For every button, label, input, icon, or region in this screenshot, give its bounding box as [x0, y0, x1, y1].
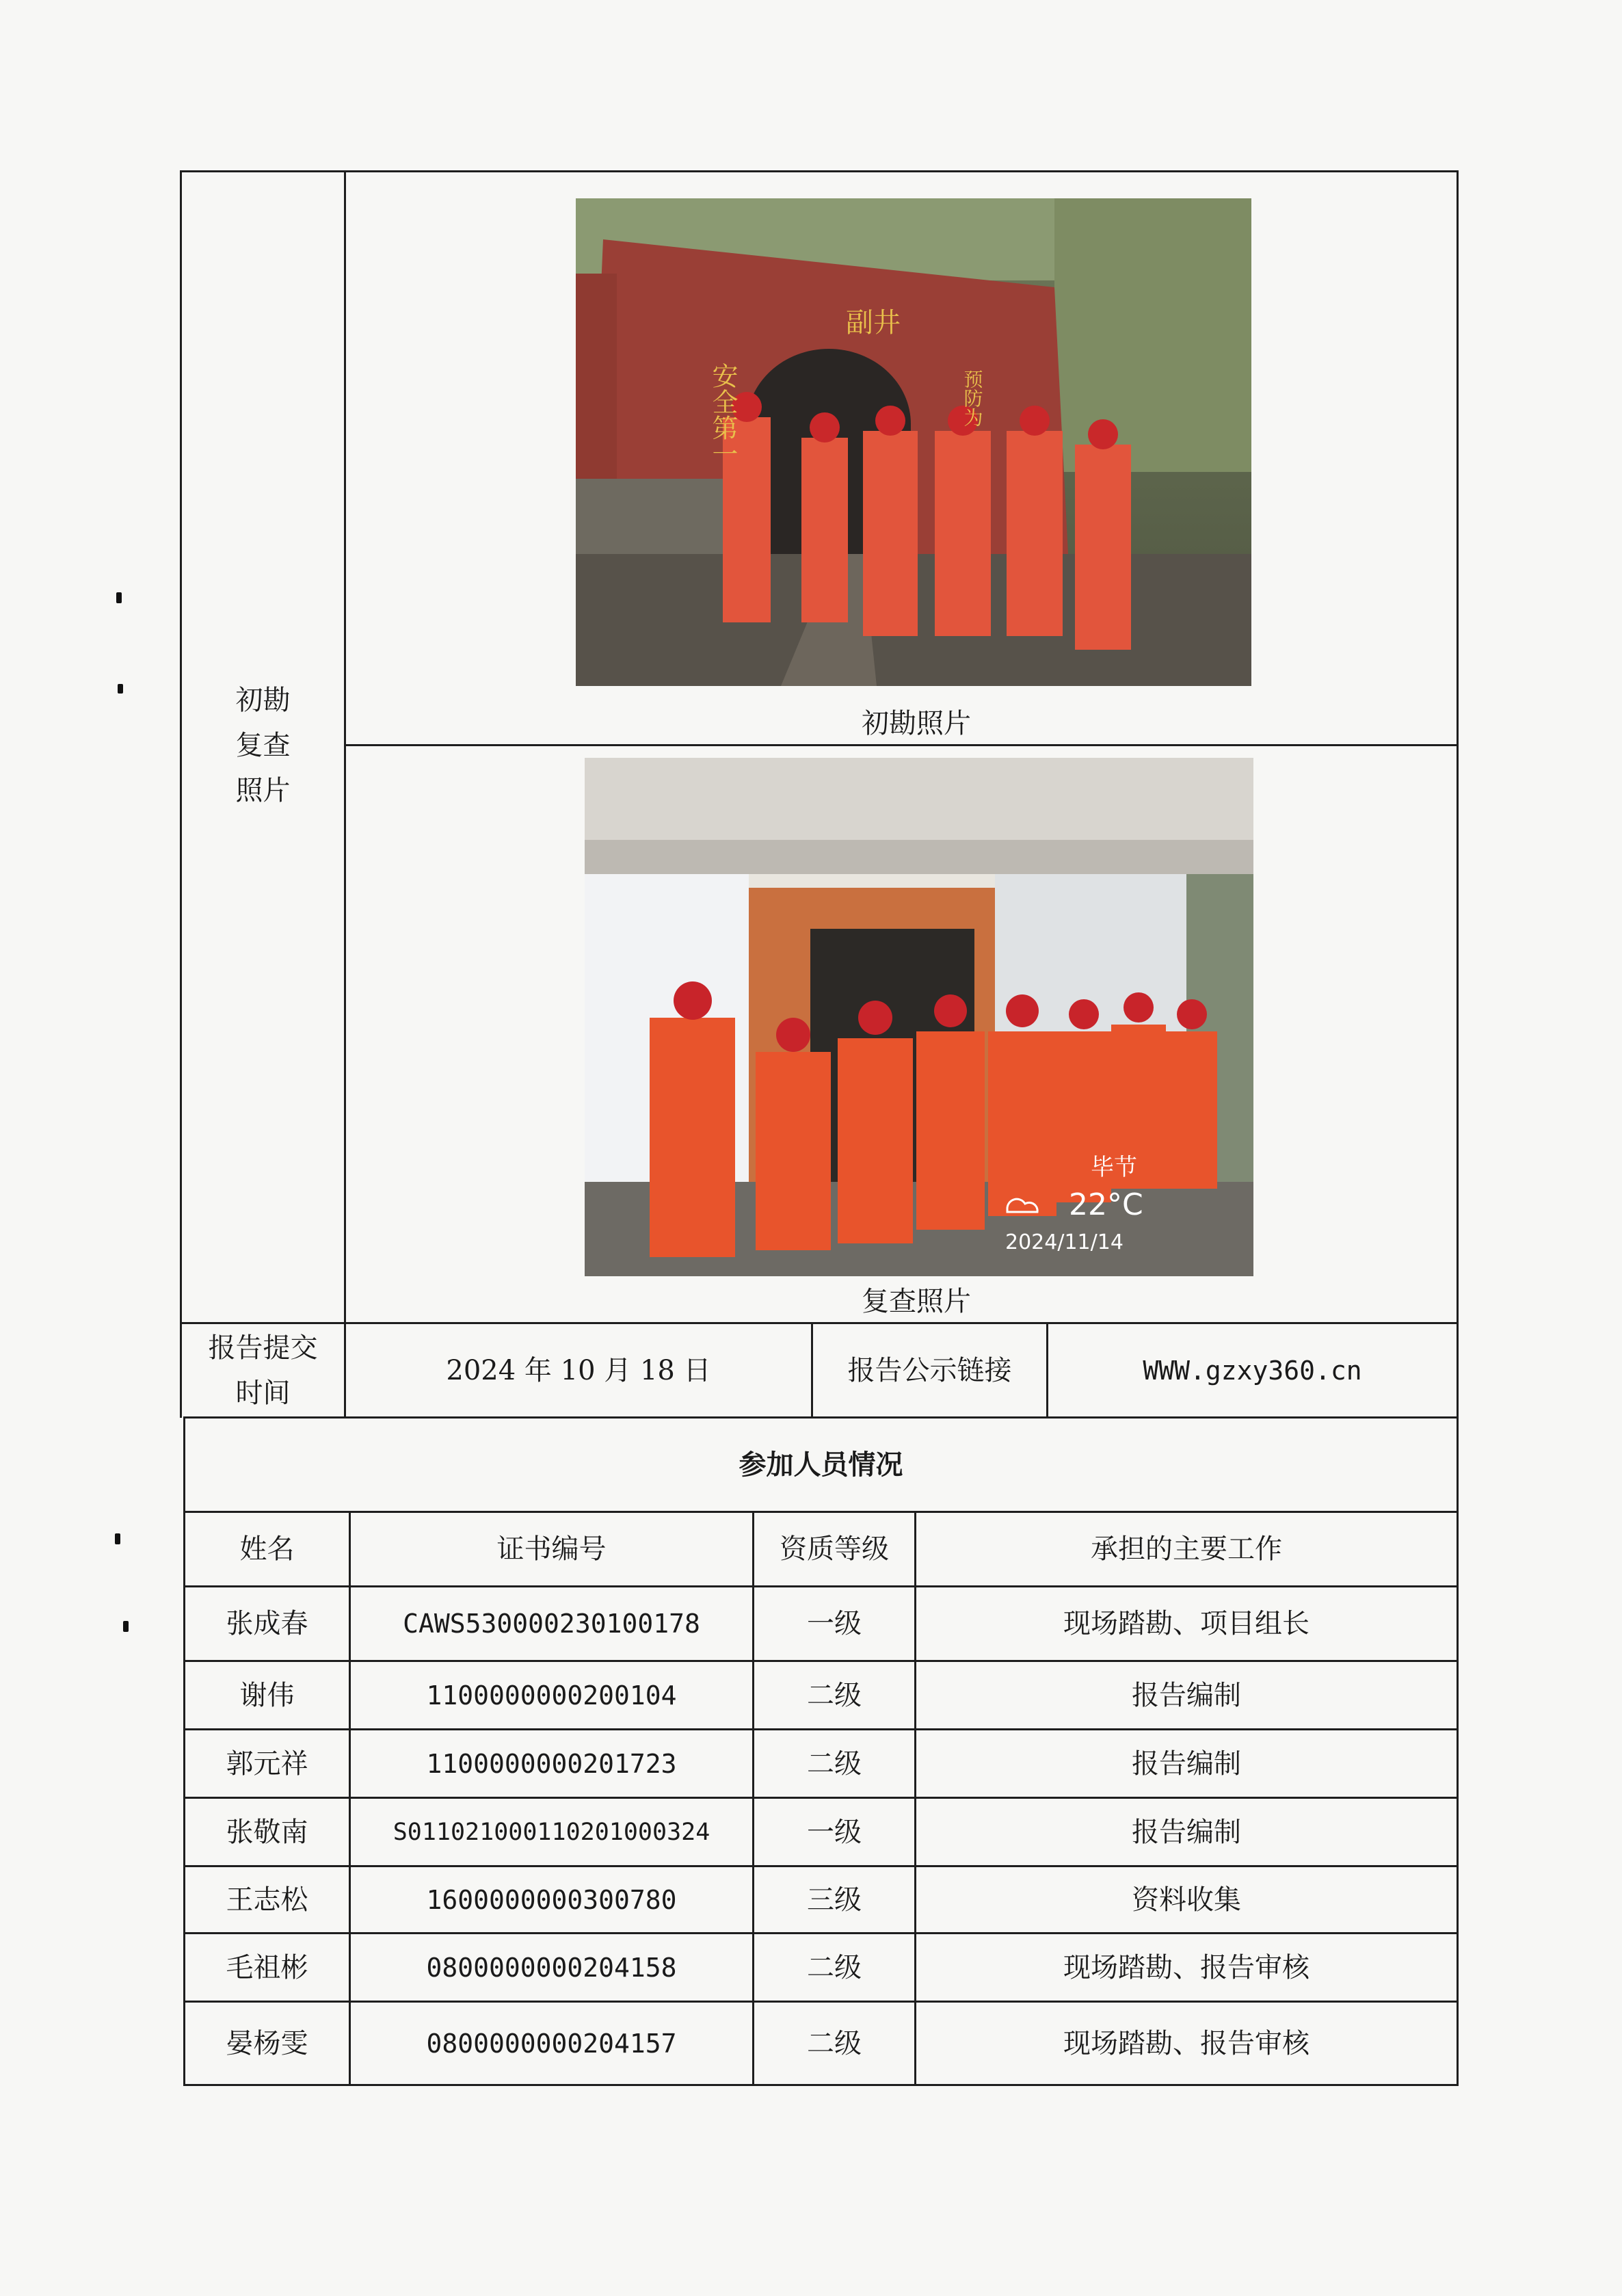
participant-level: 二级: [807, 1679, 862, 1711]
header-level: 资质等级: [780, 1533, 889, 1565]
scan-speck: [116, 592, 122, 603]
scan-speck: [115, 1533, 120, 1544]
review-photo-caption: 复查照片: [862, 1286, 971, 1317]
participant-name: 张成春: [226, 1608, 308, 1639]
participant-level: 二级: [807, 2027, 862, 2059]
participant-work: 现场踏勘、报告审核: [1063, 1951, 1309, 1983]
photo-stamp-city: 毕节: [1091, 1154, 1137, 1181]
header-cert: 证书编号: [496, 1533, 607, 1565]
participant-cert: S011021000110201000324: [393, 1818, 710, 1846]
participant-work: 报告编制: [1132, 1747, 1241, 1780]
participant-level: 一级: [807, 1816, 862, 1848]
report-link[interactable]: WWW.gzxy360.cn: [1143, 1355, 1362, 1386]
initial-survey-photo: [576, 198, 1251, 686]
participant-cert: 0800000000204158: [426, 1952, 677, 1983]
review-photo: [585, 758, 1253, 1276]
participant-name: 张敬南: [226, 1816, 308, 1848]
participant-cert: 1100000000200104: [426, 1680, 677, 1711]
participant-level: 三级: [807, 1884, 862, 1916]
participant-level: 一级: [807, 1608, 862, 1639]
participant-work: 报告编制: [1132, 1816, 1241, 1848]
photo-section-label: 初勘 复查 照片: [235, 685, 291, 806]
participant-cert: 1600000000300780: [426, 1884, 677, 1915]
participant-level: 二级: [807, 1747, 862, 1780]
initial-photo-caption: 初勘照片: [862, 708, 971, 739]
table-border-bottom: [183, 2084, 1459, 2086]
link-label: 报告公示链接: [847, 1354, 1012, 1386]
submit-date: 2024 年 10 月 18 日: [446, 1354, 711, 1386]
participant-work: 资料收集: [1132, 1884, 1241, 1916]
sign-anquan: 安全第一: [708, 362, 738, 466]
participant-work: 报告编制: [1132, 1679, 1241, 1711]
photo-stamp-date: 2024/11/14: [1005, 1230, 1124, 1254]
participant-cert: 1100000000201723: [426, 1748, 677, 1779]
participant-cert: 0800000000204157: [426, 2028, 677, 2059]
scan-speck: [123, 1621, 129, 1632]
sign-yufang: 预防为: [961, 369, 984, 427]
header-work: 承担的主要工作: [1091, 1533, 1282, 1565]
participant-work: 现场踏勘、项目组长: [1063, 1608, 1309, 1639]
participant-name: 毛祖彬: [226, 1951, 308, 1983]
participant-name: 谢伟: [239, 1679, 295, 1711]
header-name: 姓名: [239, 1533, 295, 1565]
submit-time-label: 报告提交 时间: [208, 1332, 318, 1409]
table-border-top: [180, 170, 1459, 172]
participant-name: 王志松: [226, 1884, 308, 1916]
sign-fujing: 副井: [846, 307, 901, 339]
photo-stamp-temp: 22°C: [1069, 1187, 1143, 1222]
participant-name: 郭元祥: [226, 1747, 308, 1780]
scan-speck: [118, 684, 123, 694]
participant-work: 现场踏勘、报告审核: [1063, 2027, 1309, 2059]
participant-level: 二级: [807, 1951, 862, 1983]
participant-cert: CAWS530000230100178: [403, 1609, 700, 1639]
table-border-right: [1457, 170, 1459, 2086]
col-divider: [344, 170, 346, 1418]
participant-name: 晏杨雯: [226, 2027, 308, 2059]
participants-title: 参加人员情况: [739, 1448, 903, 1481]
